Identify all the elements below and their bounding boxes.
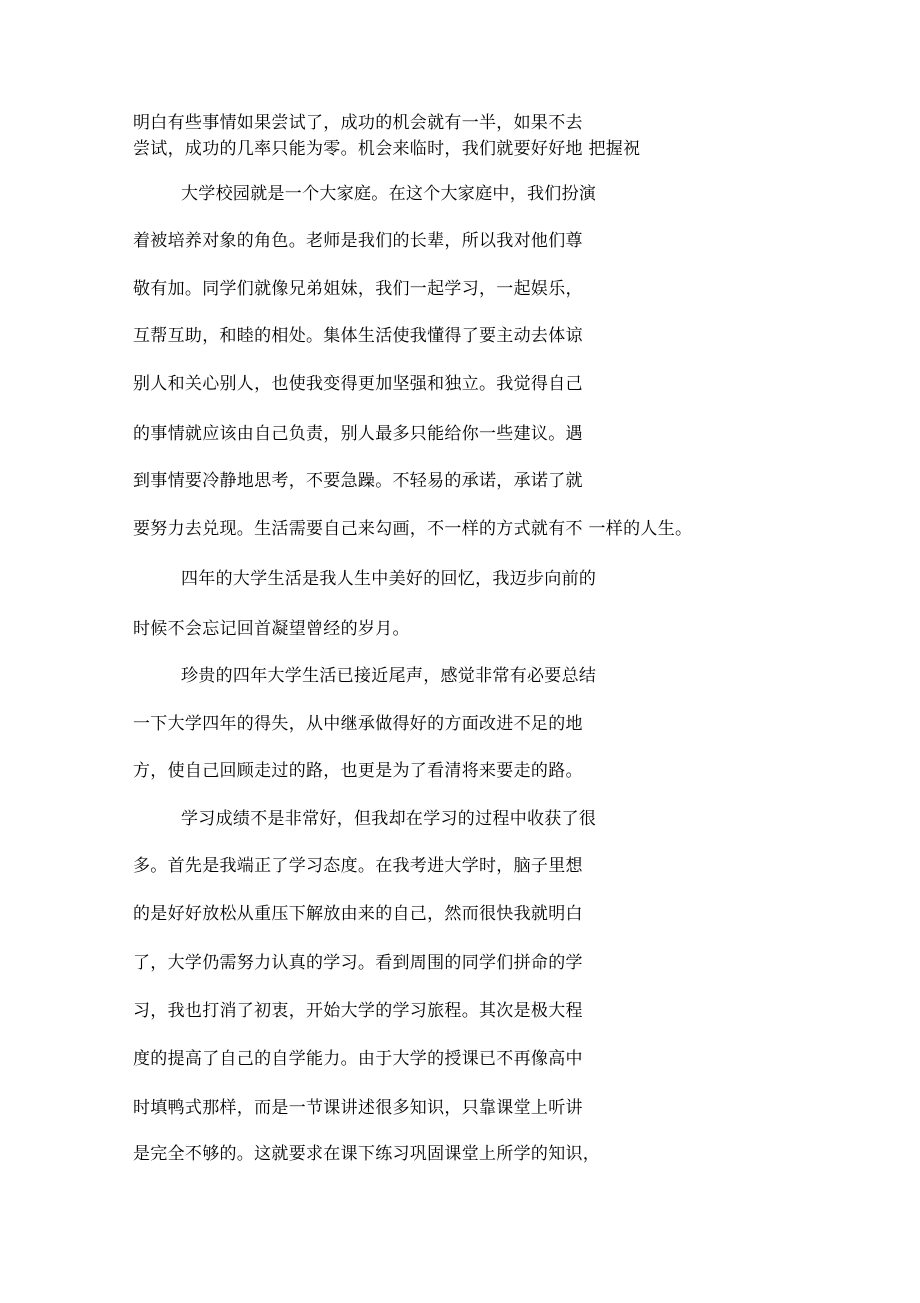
text-line: 方，使自己回顾走过的路，也更是为了看清将来要走的路。 — [133, 761, 583, 781]
text-line: 明白有些事情如果尝试了，成功的机会就有一半，如果不去 — [133, 113, 583, 133]
paragraph-first-line: 四年的大学生活是我人生中美好的回忆，我迈步向前的 — [181, 569, 597, 589]
text-line: 尝试，成功的几率只能为零。机会来临时，我们就要好好地 把握祝 — [133, 139, 641, 159]
paragraph-first-line: 大学校园就是一个大家庭。在这个大家庭中，我们扮演 — [181, 184, 597, 204]
paragraph-first-line: 珍贵的四年大学生活已接近尾声，感觉非常有必要总结 — [181, 666, 597, 686]
text-line: 要努力去兑现。生活需要自己来勾画，不一样的方式就有不 一样的人生。 — [133, 519, 693, 539]
text-line: 了，大学仍需努力认真的学习。看到周围的同学们拼命的学 — [133, 953, 583, 973]
text-line: 是完全不够的。这就要求在课下练习巩固课堂上所学的知识， — [133, 1144, 601, 1164]
text-line: 的是好好放松从重压下解放由来的自己，然而很快我就明白 — [133, 904, 583, 924]
text-line: 互帮互助，和睦的相处。集体生活使我懂得了要主动去体谅 — [133, 326, 583, 346]
text-line: 度的提高了自己的自学能力。由于大学的授课已不再像高中 — [133, 1049, 583, 1069]
text-line: 时候不会忘记回首凝望曾经的岁月。 — [133, 619, 410, 639]
text-line: 敬有加。同学们就像兄弟姐妹，我们一起学习，一起娱乐， — [133, 279, 583, 299]
paragraph-first-line: 学习成绩不是非常好，但我却在学习的过程中收获了很 — [181, 809, 597, 829]
text-line: 多。首先是我端正了学习态度。在我考进大学时，脑子里想 — [133, 856, 583, 876]
text-line: 到事情要冷静地思考，不要急躁。不轻易的承诺，承诺了就 — [133, 471, 583, 491]
text-line: 着被培养对象的角色。老师是我们的长辈，所以我对他们尊 — [133, 231, 583, 251]
text-line: 的事情就应该由自己负责，别人最多只能给你一些建议。遇 — [133, 424, 583, 444]
text-line: 时填鸭式那样，而是一节课讲述很多知识，只靠课堂上听讲 — [133, 1098, 583, 1118]
text-line: 别人和关心别人，也使我变得更加坚强和独立。我觉得自己 — [133, 374, 583, 394]
text-line: 习，我也打消了初衷，开始大学的学习旅程。其次是极大程 — [133, 1001, 583, 1021]
text-line: 一下大学四年的得失，从中继承做得好的方面改进不足的地 — [133, 714, 583, 734]
